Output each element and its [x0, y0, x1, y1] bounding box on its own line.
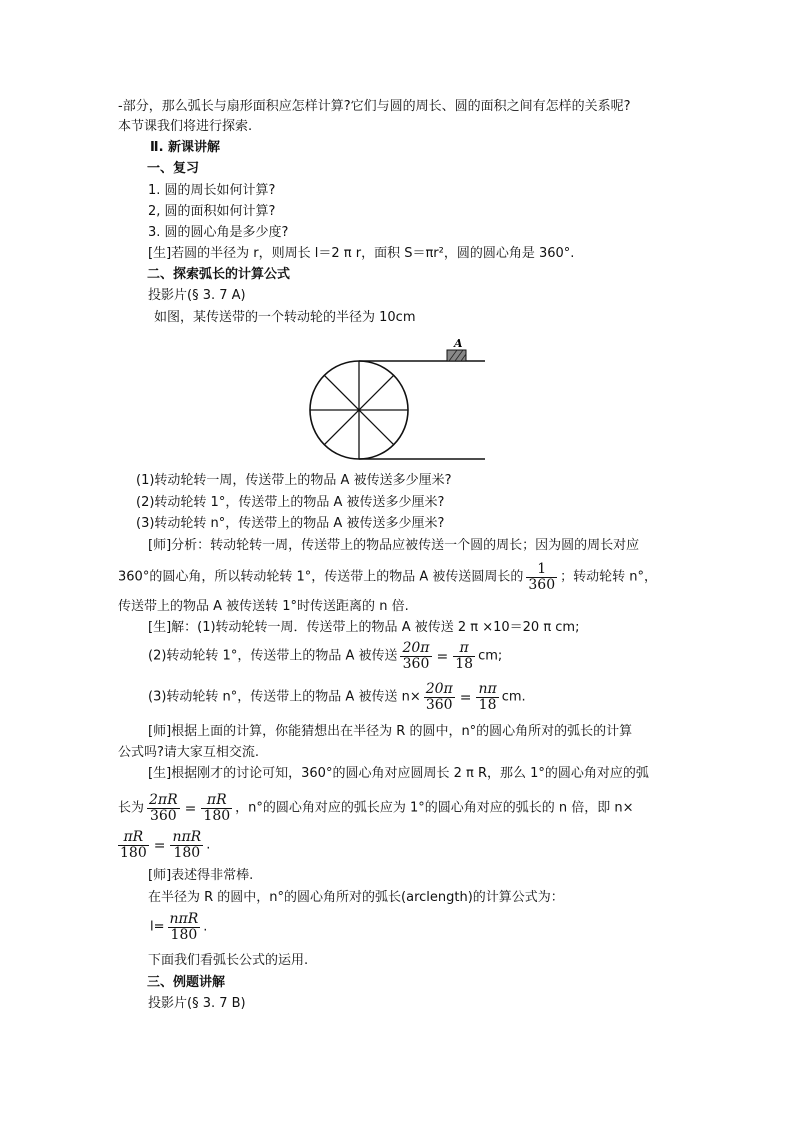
- equals-sign: =: [459, 689, 472, 706]
- fraction-numerator: πR: [206, 792, 227, 808]
- fraction-denominator: 180: [170, 927, 198, 943]
- fraction-numerator: π: [459, 640, 469, 656]
- conveyor-wheel-figure: [295, 330, 495, 460]
- fraction-npiR-over-180-formula: [168, 912, 201, 943]
- fraction-numerator: 1: [526, 562, 557, 578]
- fraction-numerator: nπR: [169, 911, 199, 927]
- problem-2: (2)转动轮转 1°，传送带上的物品 A 被传送多少厘米?: [136, 495, 445, 510]
- problem-1: (1)转动轮转一周，传送带上的物品 A 被传送多少厘米?: [136, 473, 452, 488]
- fraction-denominator: 18: [455, 656, 474, 672]
- fraction-piR-over-180: [201, 793, 232, 824]
- equals-sign: =: [184, 800, 197, 817]
- student-solution-2: [148, 641, 502, 672]
- problem-3: (3)转动轮转 n°，传送带上的物品 A 被传送多少厘米?: [136, 516, 445, 531]
- fraction-piR-over-180-b: [118, 830, 149, 861]
- teacher-guess-2: 公式吗?请大家互相交流.: [118, 745, 260, 760]
- period: .: [203, 919, 208, 935]
- fraction-npiR-over-180: [170, 830, 203, 861]
- projection-b-label: 投影片(§ 3. 7 B): [148, 996, 246, 1011]
- review-question-1: 1. 圆的周长如何计算?: [148, 183, 276, 198]
- heading-review: 一、复习: [147, 161, 200, 176]
- teacher-analysis-1: [师]分析：转动轮转一周，传送带上的物品应被传送一个圆的周长；因为圆的周长对应: [148, 538, 640, 553]
- period: .: [206, 837, 211, 853]
- review-question-3: 3. 圆的圆心角是多少度?: [148, 225, 289, 240]
- teacher-guess-1: [师]根据上面的计算，你能猜想出在半径为 R 的圆中，n°的圆心角所对的弧长的计算: [148, 724, 633, 739]
- fraction-denominator: 360: [528, 577, 556, 593]
- fraction-20pi-over-360-b: [424, 682, 455, 713]
- fraction-1-over-360: [526, 562, 557, 593]
- arc-length-formula: [150, 912, 207, 943]
- student-solution-2-text: (2)转动轮转 1°，传送带上的物品 A 被传送: [148, 648, 398, 664]
- projection-a-label: 投影片(§ 3. 7 A): [148, 288, 246, 303]
- equals-sign: =: [436, 648, 449, 665]
- teacher-analysis-2: [118, 562, 657, 593]
- equals-sign: =: [153, 837, 166, 854]
- fraction-numerator: 20π: [425, 681, 453, 697]
- fraction-denominator: 180: [120, 845, 147, 861]
- formula-intro: 在半径为 R 的圆中，n°的圆心角所对的弧长(arclength)的计算公式为：: [148, 890, 564, 905]
- fraction-denominator: 180: [203, 808, 231, 824]
- heading-new-lesson: Ⅱ. 新课讲解: [150, 140, 221, 155]
- heading-explore-arc: 二、探索弧长的计算公式: [147, 267, 291, 282]
- fraction-numerator: 20π: [402, 640, 430, 656]
- fraction-numerator: πR: [123, 829, 144, 845]
- fraction-denominator: 360: [149, 808, 177, 824]
- student-discussion-2: [118, 793, 634, 824]
- teacher-praise: [师]表述得非常棒.: [148, 868, 254, 883]
- student-solution-3: [148, 682, 526, 713]
- unit-cm: cm;: [478, 648, 503, 664]
- teacher-analysis-2-text-b: ；转动轮转 n°，: [560, 569, 657, 585]
- fraction-denominator: 18: [478, 697, 497, 713]
- student-discussion-3: [118, 830, 210, 861]
- student-discussion-2-text-a: 长为: [118, 800, 145, 816]
- fraction-numerator: nπR: [172, 829, 202, 845]
- fraction-numerator: nπ: [478, 681, 497, 697]
- student-solution-3-text: (3)转动轮转 n°，传送带上的物品 A 被传送 n×: [148, 689, 421, 705]
- fraction-denominator: 180: [173, 845, 201, 861]
- student-answer-review: [生]若圆的半径为 r，则周长 l＝2 π r，面积 S＝πr²，圆的圆心角是 360°.: [148, 246, 575, 261]
- unit-cm: cm.: [501, 689, 526, 705]
- fraction-npi-over-18: [476, 682, 498, 713]
- fraction-2piR-over-360: [147, 793, 180, 824]
- review-question-2: 2, 圆的面积如何计算?: [148, 204, 276, 219]
- item-a-label: A: [454, 337, 463, 350]
- student-discussion-1: [生]根据刚才的讨论可知，360°的圆心角对应圆周长 2 π R，那么 1°的圆心角对应的弧: [148, 766, 649, 781]
- intro-line-1: -部分，那么弧长与扇形面积应怎样计算?它们与圆的周长、圆的面积之间有怎样的关系呢?: [118, 99, 631, 114]
- fraction-denominator: 360: [402, 656, 430, 672]
- intro-line-2: 本节课我们将进行探索.: [118, 119, 253, 134]
- teacher-analysis-2-text-a: 360°的圆心角，所以转动轮转 1°，传送带上的物品 A 被传送圆周长的: [118, 569, 524, 585]
- formula-l-label: l=: [150, 919, 165, 935]
- next-usage-line: 下面我们看弧长公式的运用.: [148, 953, 309, 968]
- fraction-denominator: 360: [425, 697, 453, 713]
- fraction-numerator: 2πR: [149, 792, 178, 808]
- heading-examples: 三、例题讲解: [147, 975, 226, 990]
- fraction-pi-over-18: [453, 641, 475, 672]
- fraction-20pi-over-360: [400, 641, 431, 672]
- problem-intro: 如图，某传送带的一个转动轮的半径为 10cm: [154, 310, 416, 325]
- student-solution-1: [生]解：(1)转动轮转一周．传送带上的物品 A 被传送 2 π ×10＝20 π cm;: [148, 620, 580, 635]
- student-discussion-2-text-b: ，n°的圆心角对应的弧长应为 1°的圆心角对应的弧长的 n 倍，即 n×: [235, 800, 634, 816]
- teacher-analysis-3: 传送带上的物品 A 被传送转 1°时传送距离的 n 倍.: [118, 599, 409, 614]
